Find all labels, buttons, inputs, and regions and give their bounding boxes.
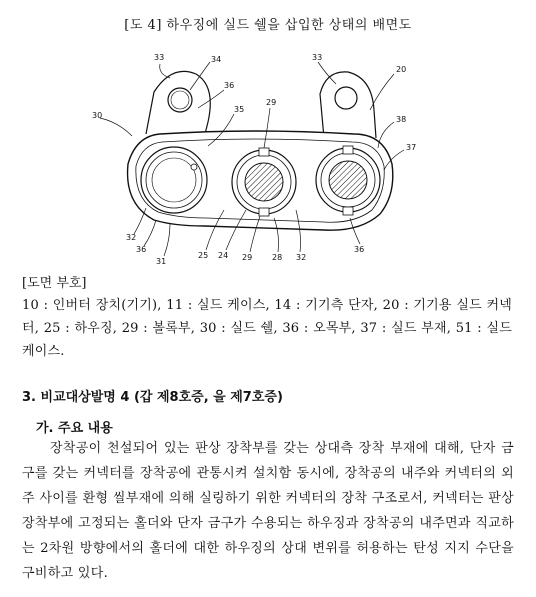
ref-label: 34 <box>211 55 222 64</box>
ref-label: 24 <box>218 251 229 260</box>
section-heading: 3. 비교대상발명 4 (갑 제8호증, 을 제7호증) <box>22 390 283 405</box>
ref-label: 36 <box>224 81 235 90</box>
ref-label: 38 <box>396 115 407 124</box>
ref-label: 25 <box>198 251 209 260</box>
ref-label: 32 <box>126 233 137 242</box>
ref-label: 28 <box>272 253 283 262</box>
patent-drawing <box>74 34 474 266</box>
body-paragraph: 장착공이 천설되어 있는 판상 장착부를 갖는 상대측 장착 부재에 대해, 단자 금구를 갖는 커넥터를 장착공에 관통시켜 설치함 동시에, 장착공의 내주와 커넥터의 외주 사이를 환형 씰부재에 의해 실링하기 위한 커넥터의 장착 구조로서, 커넥터는 판상 장착부에 고정되는 홀더와 단자 금구가 수용되는 하우징과 장착공의 내주면과 직교하는 2차원 방향에서의 홀더에 대한 하우징의 상대 변위를 허용하는 탄성 지지 수단을 구비하고 있다. <box>22 441 514 581</box>
legend-heading: [도면 부호] <box>22 276 87 291</box>
ref-label: 31 <box>156 257 167 266</box>
ref-label: 33 <box>312 53 323 62</box>
terminal-section-right <box>329 161 367 199</box>
ref-label: 37 <box>406 143 417 152</box>
ref-label: 36 <box>136 245 147 254</box>
ref-label: 36 <box>354 245 365 254</box>
ref-label: 35 <box>234 105 245 114</box>
ref-label: 32 <box>296 253 307 262</box>
bolt-hole-left <box>168 88 192 112</box>
ref-label: 29 <box>242 253 253 262</box>
legend-body: 10 : 인버터 장치(기기), 11 : 실드 케이스, 14 : 기기측 단자, 20 : 기기용 실드 커넥터, 25 : 하우징, 29 : 볼록부, 30 : 실드 쉘, 36 : 오목부, 37 : 실드 부재, 51 : 실드 케이스. <box>22 298 512 359</box>
sub-heading: 가. 주요 내용 <box>36 421 113 436</box>
ref-label: 33 <box>154 53 165 62</box>
ref-label: 29 <box>266 98 277 107</box>
terminal-bore-left <box>141 147 207 213</box>
bolt-hole-right <box>335 87 357 109</box>
figure-caption: [도 4] 하우징에 실드 쉘을 삽입한 상태의 배면도 <box>124 18 412 33</box>
ref-label: 20 <box>396 65 407 74</box>
ref-label: 30 <box>92 111 103 120</box>
terminal-section-middle <box>245 163 283 201</box>
